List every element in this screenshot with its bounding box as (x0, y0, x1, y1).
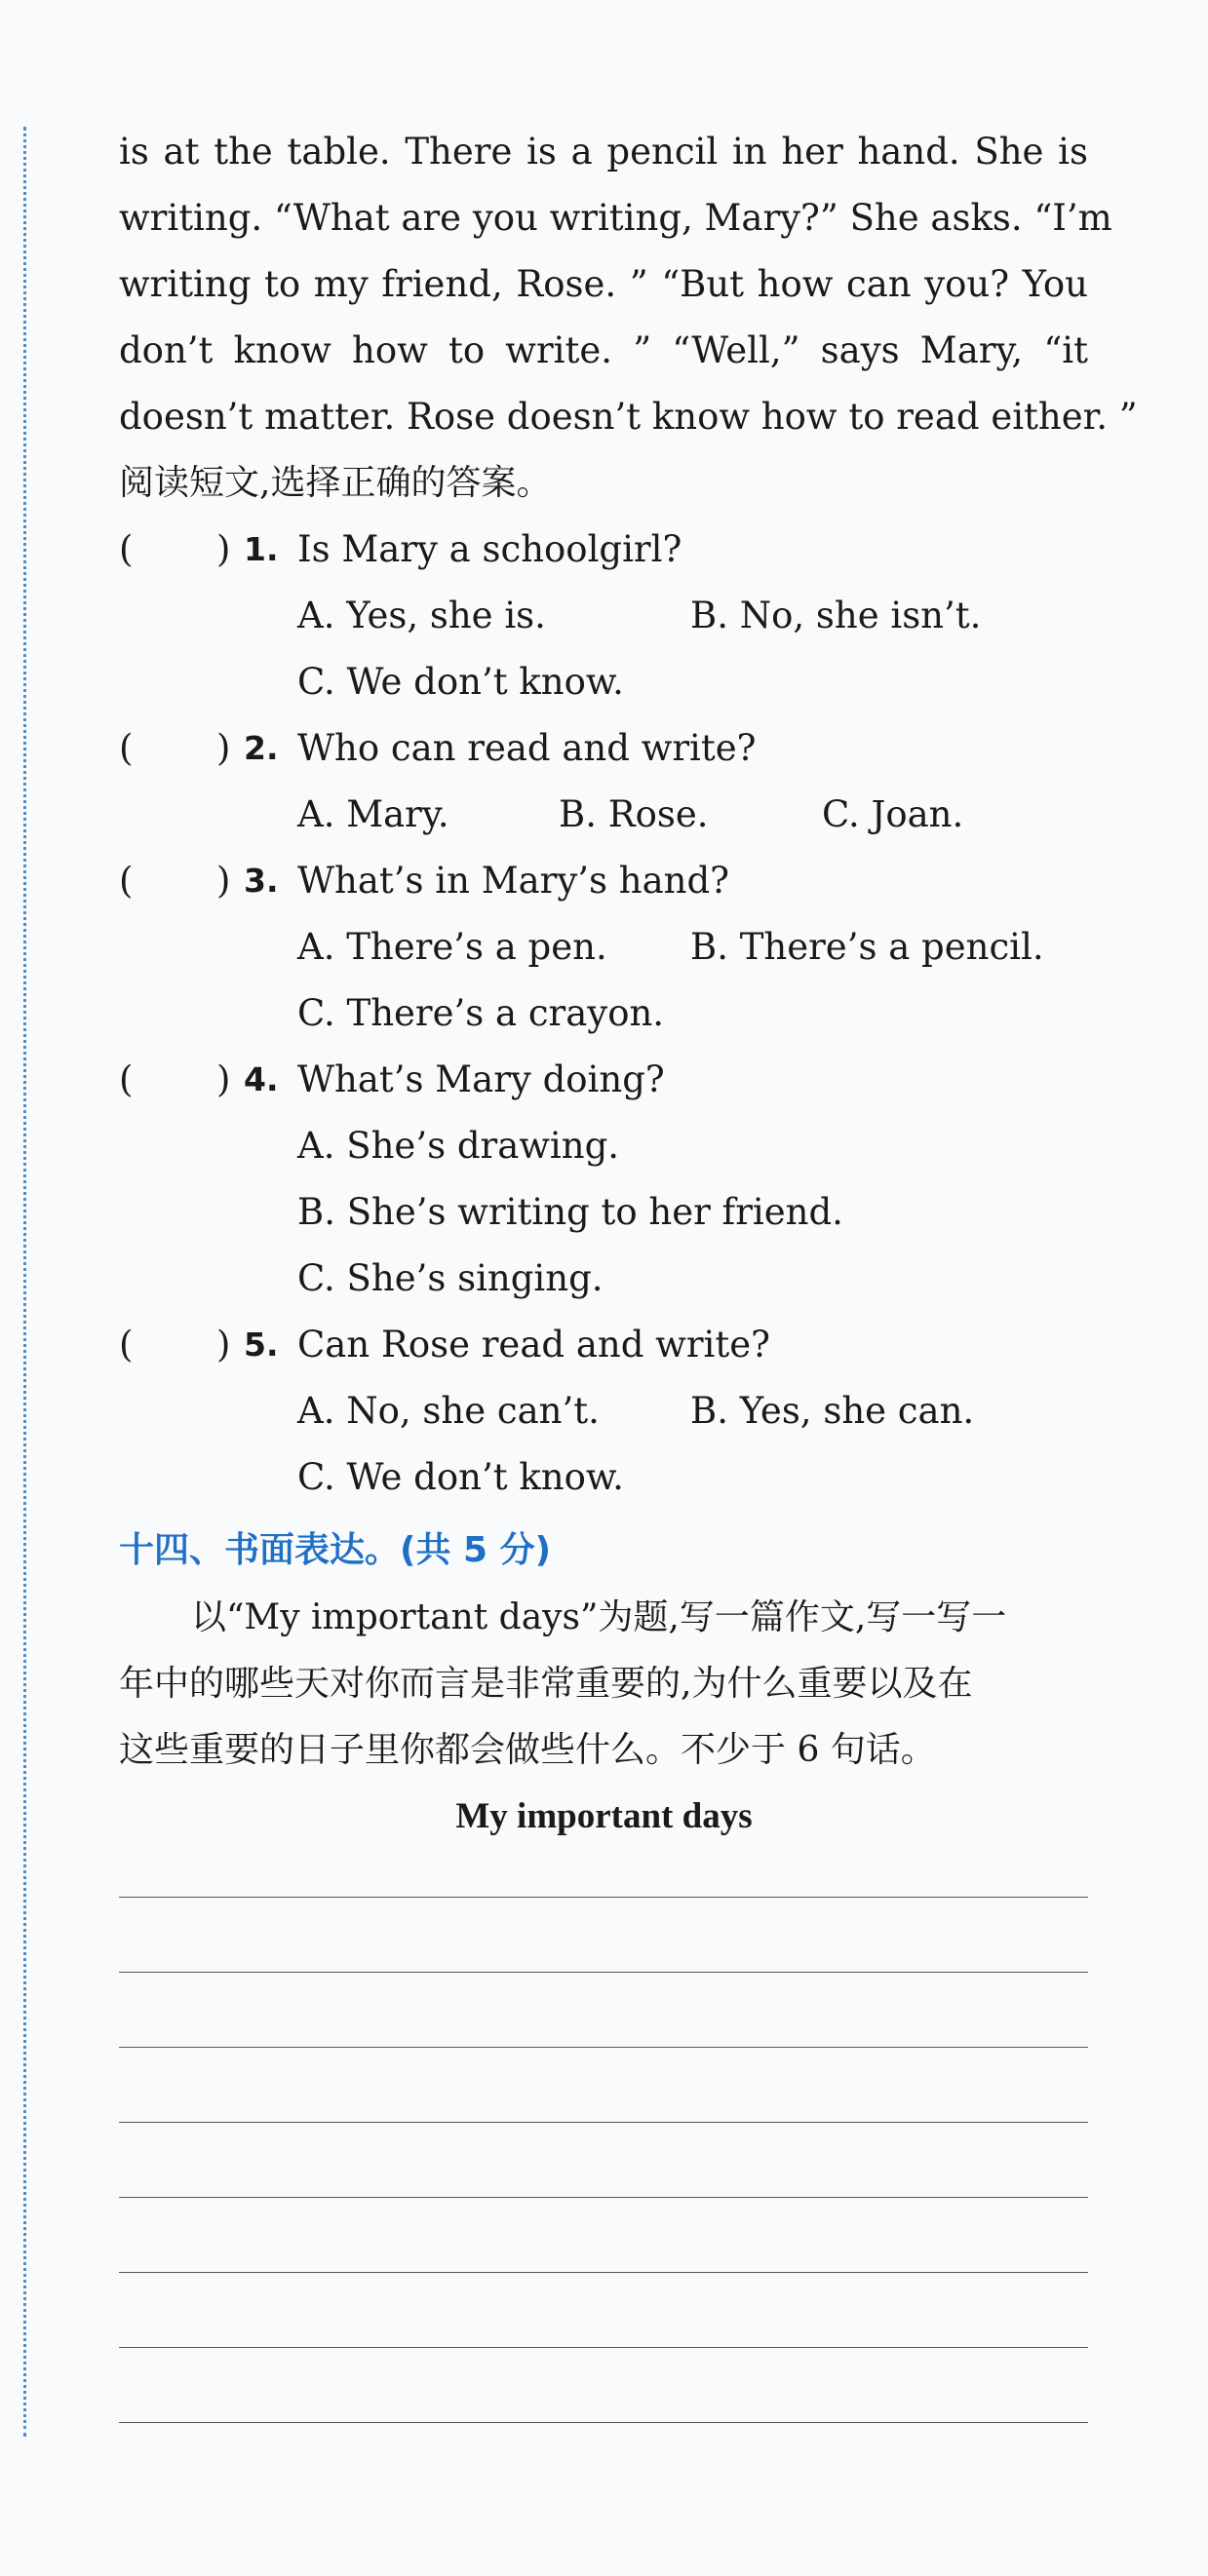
answer-paren-close: ) (216, 727, 231, 769)
writing-line[interactable] (119, 2422, 1088, 2423)
option-2c: C. Joan. (822, 793, 964, 835)
option-5c: C. We don’t know. (297, 1456, 624, 1498)
option-3a: A. There’s a pen. (297, 926, 607, 968)
answer-paren-open: ( (119, 528, 134, 570)
answer-paren-open: ( (119, 727, 134, 769)
essay-title: My important days (455, 1796, 753, 1836)
question-text: Can Rose read and write? (297, 1324, 770, 1365)
answer-paren-close: ) (216, 1058, 231, 1100)
passage-line: is at the table. There is a pencil in her hand. She is (119, 131, 1088, 173)
section-title-writing: 十四、书面表达。(共 5 分) (119, 1530, 552, 1570)
writing-line[interactable] (119, 2047, 1088, 2048)
passage-line: doesn’t matter. Rose doesn’t know how to read either. ” (119, 396, 1138, 438)
writing-prompt-line: 这些重要的日子里你都会做些什么。不少于 6 句话。 (119, 1730, 936, 1770)
writing-prompt-line: 以“My important days”为题,写一篇作文,写一写一 (191, 1597, 1007, 1637)
writing-prompt-line: 年中的哪些天对你而言是非常重要的,为什么重要以及在 (119, 1664, 973, 1704)
passage-line: writing. “What are you writing, Mary?” She asks. “I’m (119, 197, 1112, 239)
option-4b: B. She’s writing to her friend. (297, 1191, 843, 1233)
option-4c: C. She’s singing. (297, 1257, 604, 1299)
option-2b: B. Rose. (559, 793, 709, 835)
writing-line[interactable] (119, 2122, 1088, 2123)
passage-line: don’t know how to write. ” “Well,” says Mary, “it (119, 329, 1088, 371)
answer-paren-open: ( (119, 860, 134, 902)
option-5a: A. No, she can’t. (297, 1390, 600, 1432)
answer-paren-close: ) (216, 528, 231, 570)
question-number: 4. (244, 1060, 279, 1098)
answer-paren-close: ) (216, 1324, 231, 1365)
question-text: What’s in Mary’s hand? (297, 860, 730, 902)
binding-dotted-line (23, 127, 26, 2437)
option-5b: B. Yes, she can. (690, 1390, 975, 1432)
question-text: What’s Mary doing? (297, 1058, 665, 1100)
question-number: 5. (244, 1326, 279, 1364)
writing-line[interactable] (119, 2197, 1088, 2198)
option-3c: C. There’s a crayon. (297, 992, 665, 1034)
answer-paren-open: ( (119, 1058, 134, 1100)
passage-line: writing to my friend, Rose. ” “But how can you? You (119, 263, 1088, 305)
writing-line[interactable] (119, 2347, 1088, 2348)
answer-paren-open: ( (119, 1324, 134, 1365)
question-text: Is Mary a schoolgirl? (297, 528, 682, 570)
option-3b: B. There’s a pencil. (690, 926, 1044, 968)
writing-line[interactable] (119, 1897, 1088, 1898)
option-2a: A. Mary. (297, 793, 449, 835)
question-number: 1. (244, 530, 279, 568)
question-number: 3. (244, 862, 279, 900)
option-1b: B. No, she isn’t. (690, 595, 982, 636)
option-4a: A. She’s drawing. (297, 1125, 620, 1167)
answer-paren-close: ) (216, 860, 231, 902)
question-number: 2. (244, 729, 279, 767)
option-1a: A. Yes, she is. (297, 595, 546, 636)
question-text: Who can read and write? (297, 727, 757, 769)
reading-instruction: 阅读短文,选择正确的答案。 (119, 463, 552, 503)
option-1c: C. We don’t know. (297, 661, 624, 703)
writing-line[interactable] (119, 2272, 1088, 2273)
writing-line[interactable] (119, 1972, 1088, 1973)
